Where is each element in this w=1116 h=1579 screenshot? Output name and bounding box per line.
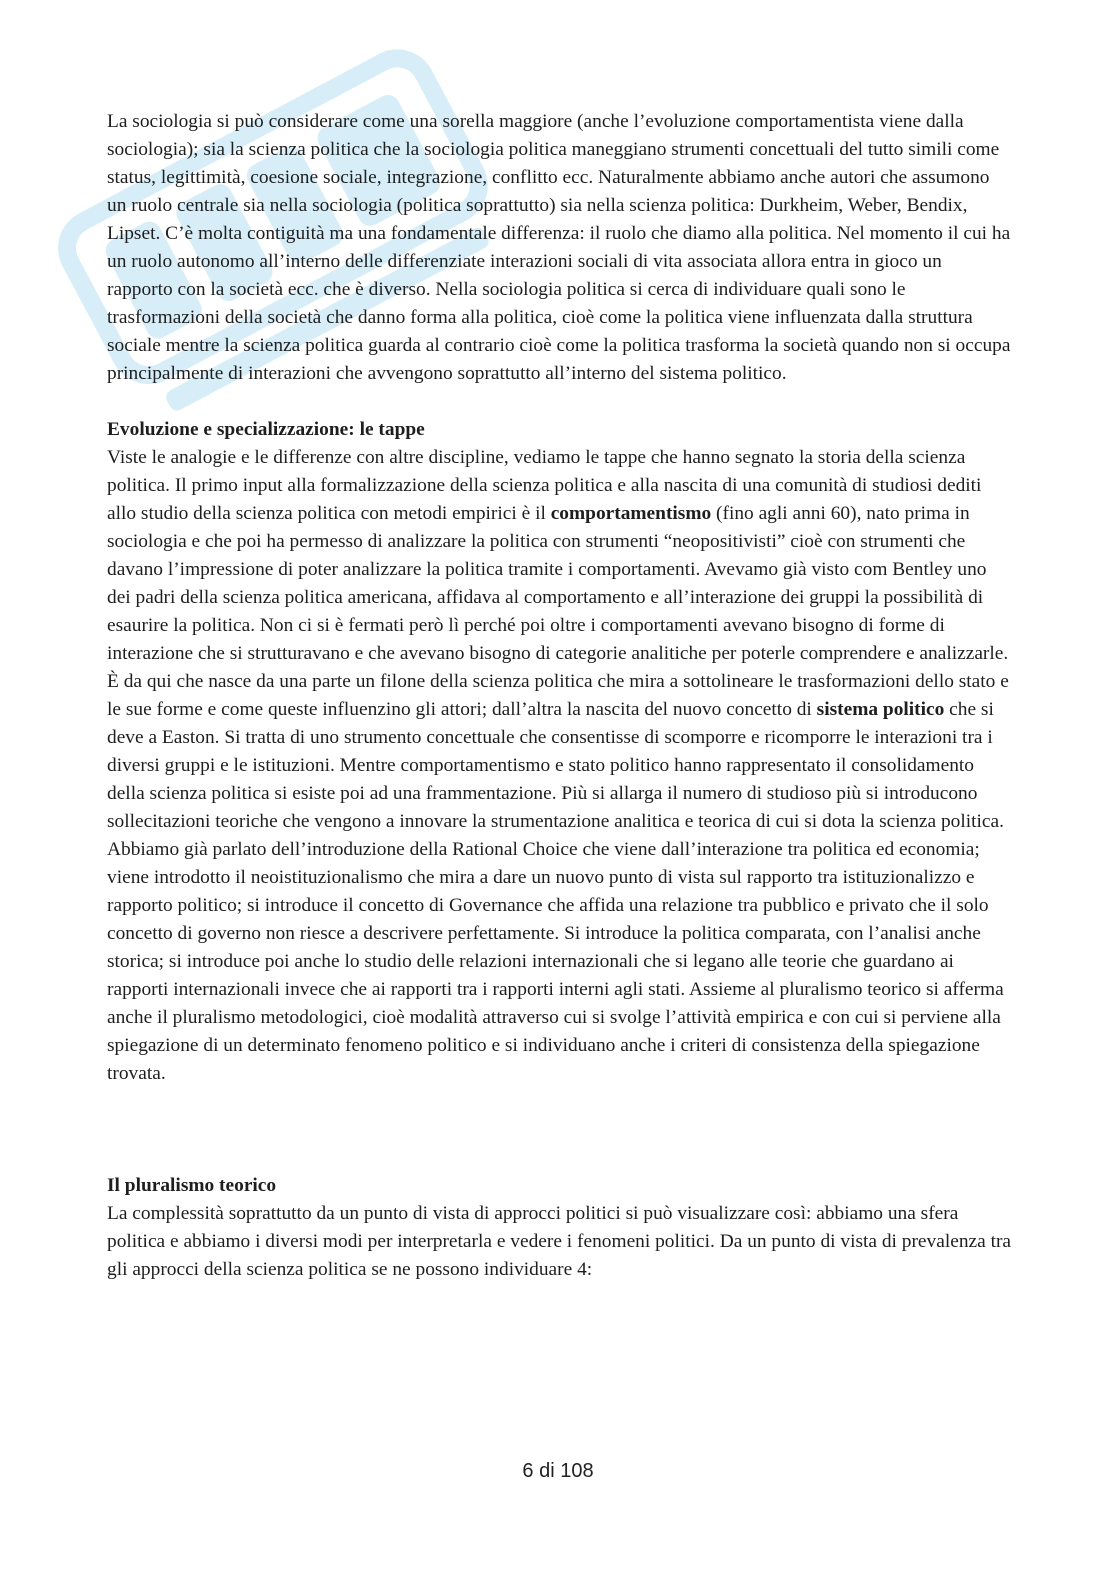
bold-term-sistema-politico: sistema politico [816,699,945,720]
text-segment: (fino agli anni 60), nato prima in sociologia e che poi ha permesso di analizzare la politica con strumenti “neopositivisti” cioè con strumenti che davano l’impressione di poter analizzare la politica tramite i comportamenti. Avevamo già visto com Bentley uno dei padri della scienza politica americana, affidava al comportamento e all’interazione dei gruppi la possibilità di esaurire la politica. Non ci si è fermati però lì perché poi oltre i comportamenti avevano bisogno di forme di interazione che si strutturavano e che avevano bisogno di categorie analitiche per poterle comprendere e analizzarle. È da qui che nasce da una parte un filone della scienza politica che mira a sottolineare le trasformazioni dello stato e le sue forme e come queste influenzino gli attori; dall’altra la nascita del nuovo concetto di [107,503,1009,720]
paragraph-evoluzione [107,444,1012,1088]
text-segment: che si deve a Easton. Si tratta di uno strumento concettuale che consentisse di scomporre e ricomporre le interazioni tra i diversi gruppi e le istituzioni. Mentre comportamentismo e stato politico hanno rappresentato il consolidamento della scienza politica si esiste poi ad una frammentazione. Più si allarga il numero di studioso più si introducono sollecitazioni teoriche che vengono a innovare la strumentazione analitica e teorica di cui si dota la scienza politica. Abbiamo già parlato dell’introduzione della Rational Choice che viene dall’interazione tra politica ed economia; viene introdotto il neoistituzionalismo che mira a dare un nuovo punto di vista sul rapporto tra istituzionalizzo e rapporto politico; si introduce il concetto di Governance che affida una relazione tra pubblico e privato che il solo concetto di governo non riesce a descrivere perfettamente. Si introduce la politica comparata, con l’analisi anche storica; si introduce poi anche lo studio delle relazioni internazionali che si legano alle teorie che guardano ai rapporti internazionali invece che ai rapporti tra i rapporti interni agli stati. Assieme al pluralismo teorico si afferma anche il pluralismo metodologici, cioè modalità attraverso cui si svolge l’attività empirica e con cui si perviene alla spiegazione di un determinato fenomeno politico e si individuano anche i criteri di consistenza della spiegazione trovata. [107,699,1004,1084]
spacer [107,1088,1012,1172]
document-body [107,108,1012,1284]
paragraph-pluralismo: La complessità soprattutto da un punto di vista di approcci politici si può visualizzare così: abbiamo una sfera politica e abbiamo i diversi modi per interpretarla e vedere i fenomeni politici. Da un punto di vista di prevalenza tra gli approcci della scienza politica se ne possono individuare 4: [107,1203,1012,1280]
spacer [107,388,1012,416]
paragraph-sociology: La sociologia si può considerare come una sorella maggiore (anche l’evoluzione comportamentista viene dalla sociologia); sia la scienza politica che la sociologia politica maneggiano strumenti concettuali del tutto simili come status, legittimità, coesione sociale, integrazione, conflitto ecc. Naturalmente abbiamo anche autori che assumono un ruolo centrale sia nella sociologia (politica soprattutto) sia nella scienza politica: Durkheim, Weber, Bendix, Lipset. C’è molta contiguità ma una fondamentale differenza: il ruolo che diamo alla politica. Nel momento il cui ha un ruolo autonomo all’interno delle differenziate interazioni sociali di vita associata allora entra in gioco un rapporto con la società ecc. che è diverso. Nella sociologia politica si cerca di individuare quali sono le trasformazioni della società che danno forma alla politica, cioè come la politica viene influenzata dalla struttura sociale mentre la scienza politica guarda al contrario cioè come la politica trasforma la società quando non si occupa principalmente di interazioni che avvengono soprattutto all’interno del sistema politico. [107,111,1011,384]
section-title-evoluzione: Evoluzione e specializzazione: le tappe [107,419,425,440]
text-segment: Viste le analogie e le differenze con altre discipline, vediamo le tappe che hanno segnato la storia della scienza politica. Il primo input alla formalizzazione della scienza politica e alla nascita di una comunità di studiosi dediti allo studio della scienza politica con metodi empirici è il [107,447,982,524]
page-number: 6 di 108 [522,1460,594,1482]
bold-term-comportamentismo: comportamentismo [550,503,712,524]
section-title-pluralismo: Il pluralismo teorico [107,1175,277,1196]
